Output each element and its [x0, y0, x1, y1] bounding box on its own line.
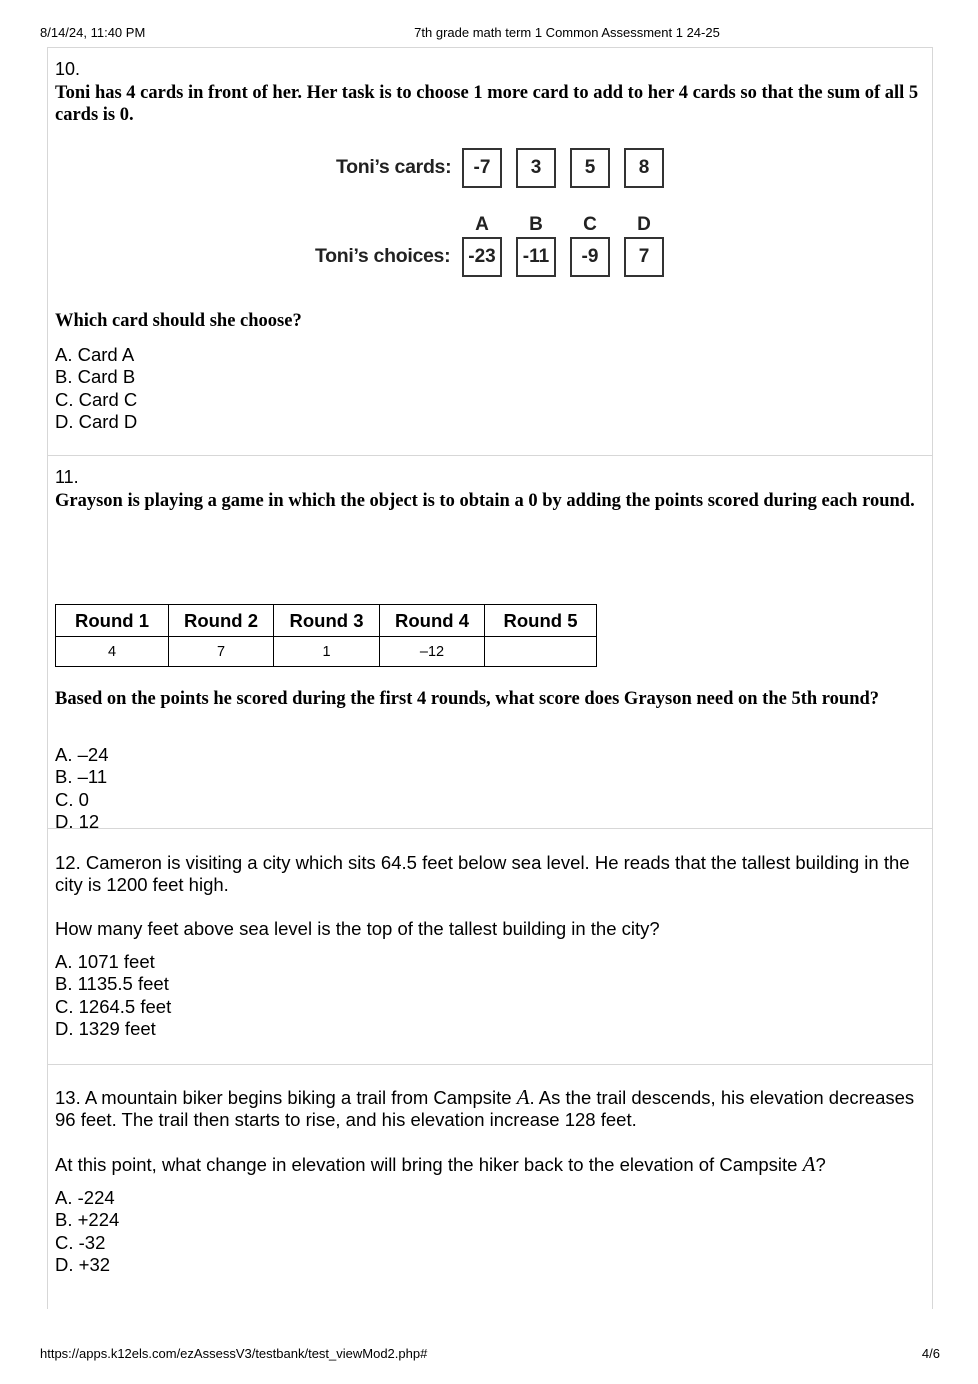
cards-figure [310, 148, 670, 288]
question-prompt: Based on the points he scored during the first 4 rounds, what score does Grayson need on the 5th round? [55, 689, 880, 709]
answer-option[interactable]: D. 1329 feet [55, 1018, 156, 1040]
table-header: Round 1 [56, 605, 169, 637]
answer-option[interactable]: C. 0 [55, 788, 89, 810]
choice-letter: B [529, 214, 543, 235]
print-date: 8/14/24, 11:40 PM [40, 25, 146, 40]
answer-option[interactable]: B. 1135.5 feet [55, 973, 169, 995]
choice-card: -23 [462, 237, 502, 277]
table-header: Round 3 [274, 605, 380, 637]
question-prompt: How many feet above sea level is the top of the tallest building in the city? [55, 918, 660, 939]
assessment-frame [47, 47, 933, 1309]
question-number: 11. [55, 467, 79, 487]
table-header: Round 4 [380, 605, 485, 637]
page-url: https://apps.k12els.com/ezAssessV3/testbank/test_viewMod2.php# [40, 1346, 428, 1361]
answer-option[interactable]: D. 12 [55, 811, 100, 833]
answer-option[interactable]: B. Card B [55, 366, 136, 388]
table-cell: –12 [380, 637, 485, 667]
question-stem: 12. Cameron is visiting a city which sits 64.5 feet below sea level. He reads that the tallest building in the city is 1200 feet high. [55, 852, 910, 895]
question-13 [48, 1066, 932, 1310]
cards-label: Toni’s cards: [336, 156, 452, 178]
toni-card: 3 [516, 148, 556, 188]
prompt-text: ? [815, 1154, 826, 1175]
question-stem [55, 1086, 923, 1131]
rounds-table [55, 604, 597, 667]
answer-option[interactable]: B. +224 [55, 1209, 120, 1231]
question-prompt [55, 1153, 826, 1176]
answer-option[interactable]: D. Card D [55, 411, 138, 433]
question-stem: Toni has 4 cards in front of her. Her task is to choose 1 more card to add to her 4 cards so that the sum of all 5 cards is 0. [55, 83, 919, 125]
table-header: Round 2 [169, 605, 274, 637]
answer-option[interactable]: D. +32 [55, 1254, 111, 1276]
table-header-row [56, 605, 597, 637]
toni-card: 8 [624, 148, 664, 188]
choice-letter: A [475, 214, 489, 235]
answer-options [55, 1187, 119, 1277]
question-stem: Grayson is playing a game in which the object is to obtain a 0 by adding the points scored during each round. [55, 491, 915, 511]
answer-option[interactable]: C. 1264.5 feet [55, 995, 172, 1017]
stem-text: . As the trail descends, his elevation decreases 96 feet. The trail then starts to rise, and his elevation increase 128 feet. [55, 1087, 915, 1130]
page-number: 4/6 [921, 1346, 940, 1361]
toni-card: 5 [570, 148, 610, 188]
stem-text: 13. A mountain biker begins biking a trail from Campsite [55, 1087, 517, 1108]
table-row [56, 637, 597, 667]
answer-option[interactable]: A. -224 [55, 1187, 115, 1208]
choice-letter: C [583, 214, 597, 235]
answer-option[interactable]: C. -32 [55, 1231, 106, 1253]
table-cell: 4 [56, 637, 169, 667]
prompt-text: At this point, what change in elevation will bring the hiker back to the elevation of Campsite [55, 1154, 803, 1175]
answer-options [55, 344, 137, 434]
answer-option[interactable]: A. –24 [55, 744, 109, 765]
choices-label: Toni’s choices: [315, 245, 451, 267]
question-10 [48, 58, 932, 456]
table-cell: 1 [274, 637, 380, 667]
choice-card: -9 [570, 237, 610, 277]
answer-option[interactable]: A. 1071 feet [55, 951, 155, 972]
answer-option[interactable]: C. Card C [55, 388, 138, 410]
toni-card: -7 [462, 148, 502, 188]
table-cell: 7 [169, 637, 274, 667]
answer-options [55, 744, 109, 834]
table-header: Round 5 [485, 605, 597, 637]
table-cell [485, 637, 597, 667]
campsite-variable: A [802, 1152, 816, 1176]
answer-option[interactable]: B. –11 [55, 766, 108, 788]
campsite-variable: A [516, 1085, 530, 1109]
choice-card: -11 [516, 237, 556, 277]
choice-letter: D [637, 214, 651, 235]
choice-card: 7 [624, 237, 664, 277]
question-prompt: Which card should she choose? [55, 311, 302, 331]
question-number: 10. [55, 59, 81, 79]
question-12 [48, 830, 932, 1065]
page-title: 7th grade math term 1 Common Assessment 1 24-25 [414, 25, 720, 40]
question-11 [48, 466, 932, 833]
answer-options [55, 951, 171, 1041]
answer-option[interactable]: A. Card A [55, 344, 135, 365]
